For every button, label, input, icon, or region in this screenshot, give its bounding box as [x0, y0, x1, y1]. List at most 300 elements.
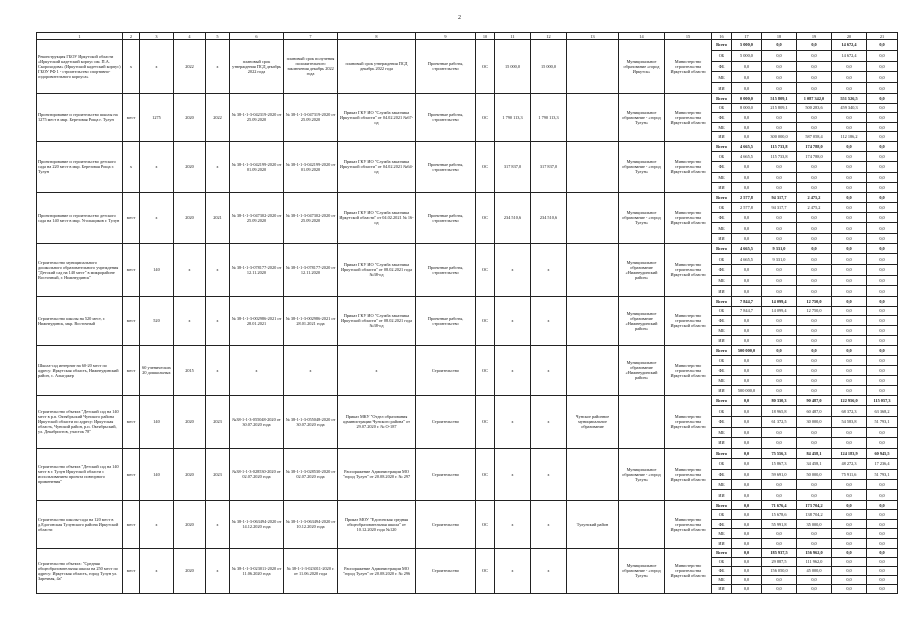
work-type-cell: Проектные работы, строительство: [416, 192, 476, 243]
amount-cell: 0,0: [867, 122, 898, 132]
municipality-cell: Муниципальное образование «Нижнеудинский район»: [619, 345, 665, 395]
municipality-cell: [567, 243, 619, 296]
amount-cell: 0,0: [762, 345, 797, 355]
breakdown-label: Всего: [712, 192, 732, 202]
municipality-cell: Муниципальное образование - «город Тулун»: [619, 93, 665, 141]
start-year-cell: х: [174, 243, 206, 296]
amount-cell: 0,0: [832, 438, 867, 449]
breakdown-label: ИИ: [712, 83, 732, 94]
amount-cell: 0,0: [867, 539, 898, 549]
amount-cell: 4 665,5: [732, 152, 762, 162]
breakdown-label: ФБ: [712, 416, 732, 427]
amount-cell: 0,0: [732, 375, 762, 385]
funding-source-cell: ОС: [476, 548, 495, 593]
amount-cell: 0,0: [797, 213, 832, 223]
ministry-cell: Министерство строительства Иркутской области: [665, 296, 712, 345]
amount-cell: 0,0: [867, 510, 898, 520]
amount-cell: 0,0: [867, 254, 898, 265]
project-name: Школа-сад интернат на 60-20 мест по адресу: Иркутская область, Нижнеудинский район, с. Алыгджер: [37, 345, 123, 395]
breakdown-label: ФБ: [712, 213, 732, 223]
amount-cell: 0,0: [762, 365, 797, 375]
table-row: [37, 141, 898, 151]
estimate-cell: 234 510,6: [531, 192, 567, 243]
amount-cell: 0,0: [867, 203, 898, 213]
amount-cell: 0,0: [732, 519, 762, 529]
municipality-cell: [619, 500, 665, 548]
amount-cell: 51 793,1: [867, 416, 898, 427]
amount-cell: 0,0: [832, 122, 867, 132]
municipality-cell: Тулунский район: [567, 500, 619, 548]
ministry-cell: Министерство строительства Иркутской области: [665, 141, 712, 192]
amount-cell: 0,0: [762, 275, 797, 286]
amount-cell: 0,0: [832, 306, 867, 316]
start-year-cell: 2020: [174, 448, 206, 500]
expertise-doc-cell: № 38-1-1-3-047302-2020 от 25.09.2020: [230, 192, 284, 243]
end-year-cell: х: [206, 345, 230, 395]
breakdown-label: ИИ: [712, 490, 732, 500]
amount-cell: 0,0: [797, 265, 832, 276]
column-number: 14: [619, 33, 665, 40]
cost-cell: х: [495, 548, 531, 593]
column-number: 7: [284, 33, 338, 40]
breakdown-label: ФБ: [712, 365, 732, 375]
amount-cell: 0,0: [832, 529, 867, 539]
approval-doc-cell: Приказ ГКУ ИО "Служба заказчика Иркутской области" от 08.02.2021 года №38-од: [338, 296, 416, 345]
breakdown-label: МБ: [712, 223, 732, 233]
project-name: Строительство объекта "Детский сад на 140 мест в г. Тулун Иркутской области с использованием проекта повторного применения": [37, 448, 123, 500]
municipality-cell: [619, 395, 665, 448]
approval-doc-cell: Распоряжение Администрации МО "город Тулун" от 20.08.2020 г. № 297: [338, 448, 416, 500]
amount-cell: 0,0: [867, 306, 898, 316]
amount-cell: 8 000,0: [732, 103, 762, 113]
column-number: 16: [712, 33, 732, 40]
amount-cell: 94 317,7: [762, 203, 797, 213]
amount-cell: 0,0: [867, 40, 898, 51]
unit-cell: мест: [123, 345, 140, 395]
column-number: 1: [37, 33, 123, 40]
amount-cell: 60 487,0: [797, 406, 832, 417]
end-year-cell: х: [206, 40, 230, 94]
breakdown-label: МБ: [712, 575, 732, 584]
amount-cell: 0,0: [762, 375, 797, 385]
municipality-cell: [567, 40, 619, 94]
table-row: [37, 192, 898, 202]
breakdown-label: МБ: [712, 72, 732, 83]
breakdown-label: ОБ: [712, 355, 732, 365]
conclusion-doc-cell: № 38-1-1-3-055048-2020 от 30.07.2020 года: [284, 395, 338, 448]
amount-cell: 0,0: [867, 162, 898, 172]
amount-cell: 0,0: [732, 416, 762, 427]
amount-cell: 156 050,0: [762, 566, 797, 575]
cost-cell: х: [495, 345, 531, 395]
amount-cell: 0,0: [762, 172, 797, 182]
amount-cell: 0,0: [797, 375, 832, 385]
breakdown-label: Всего: [712, 141, 732, 151]
unit-cell: мест: [123, 296, 140, 345]
amount-cell: 0,0: [797, 575, 832, 584]
cost-cell: 15 000,0: [495, 40, 531, 94]
amount-cell: 0,0: [797, 254, 832, 265]
end-year-cell: 2023: [206, 395, 230, 448]
amount-cell: 0,0: [832, 192, 867, 202]
column-number: 2: [123, 33, 140, 40]
amount-cell: 0,0: [797, 223, 832, 233]
estimate-cell: 1 790 113,3: [531, 93, 567, 141]
approval-doc-cell: плановый срок утверждения ПСД декабрь 2022 года: [338, 40, 416, 94]
table-row: [37, 448, 898, 458]
amount-cell: 0,0: [832, 557, 867, 566]
amount-cell: 0,0: [832, 162, 867, 172]
expertise-doc-cell: № 38-1-1-3-002986-2021 от 28.01.2021: [230, 296, 284, 345]
municipality-cell: Чунское районное муниципальное образование: [567, 395, 619, 448]
amount-cell: 0,0: [867, 113, 898, 123]
conclusion-doc-cell: № 38-1-1-3-078177-2020 от 12.11.2020: [284, 243, 338, 296]
amount-cell: 54 583,8: [832, 416, 867, 427]
municipality-cell: Муниципальное образование «Нижнеудинский район»: [619, 243, 665, 296]
approval-doc-cell: Приказ МКУ "Отдел образования администрации Чунского района" от 29.07.2020 г. № О-187: [338, 395, 416, 448]
breakdown-label: Всего: [712, 345, 732, 355]
amount-cell: 15 867,3: [762, 459, 797, 469]
capacity-cell: 140: [140, 395, 174, 448]
cost-cell: 234 510,6: [495, 192, 531, 243]
funding-source-cell: ОС: [476, 448, 495, 500]
amount-cell: 0,0: [832, 72, 867, 83]
amount-cell: 50 000,0: [797, 469, 832, 479]
end-year-cell: х: [206, 500, 230, 548]
amount-cell: 112 186,2: [832, 132, 867, 142]
amount-cell: 0,0: [832, 375, 867, 385]
estimate-cell: х: [531, 500, 567, 548]
amount-cell: 0,0: [832, 500, 867, 510]
amount-cell: 0,0: [867, 233, 898, 243]
column-number: 18: [762, 33, 797, 40]
amount-cell: 0,0: [867, 345, 898, 355]
breakdown-label: Всего: [712, 448, 732, 458]
amount-cell: 90 487,0: [797, 395, 832, 406]
start-year-cell: 2020: [174, 93, 206, 141]
amount-cell: 0,0: [867, 519, 898, 529]
approval-doc-cell: Приказ ГКУ ИО "Служба заказчика Иркутской области" от 04.02.2021 № 16-од: [338, 192, 416, 243]
amount-cell: 0,0: [832, 182, 867, 192]
conclusion-doc-cell: № 38-1-1-3-063494-2020 от 10.12.2020 года: [284, 500, 338, 548]
amount-cell: 15 678,6: [762, 510, 797, 520]
funding-source-cell: ОС: [476, 141, 495, 192]
amount-cell: 0,0: [732, 326, 762, 336]
breakdown-label: ИИ: [712, 584, 732, 593]
amount-cell: 0,0: [732, 575, 762, 584]
amount-cell: 0,0: [867, 296, 898, 306]
amount-cell: 0,0: [732, 427, 762, 438]
end-year-cell: 2023: [206, 448, 230, 500]
amount-cell: 0,0: [867, 548, 898, 557]
breakdown-label: ИИ: [712, 335, 732, 345]
amount-cell: 0,0: [797, 50, 832, 61]
work-type-cell: Проектные работы, строительство: [416, 40, 476, 94]
amount-cell: 0,0: [867, 335, 898, 345]
amount-cell: 300 000,0: [762, 132, 797, 142]
breakdown-label: ОБ: [712, 50, 732, 61]
amount-cell: 0,0: [832, 548, 867, 557]
capacity-cell: х: [140, 40, 174, 94]
amount-cell: 0,0: [867, 326, 898, 336]
amount-cell: 0,0: [832, 213, 867, 223]
amount-cell: 18 965,8: [762, 406, 797, 417]
project-name: Строительство муниципального дошкольного образовательного учреждения "Детский сад на 140 мест" в микрорайоне Восточный, г. Нижнеудинск": [37, 243, 123, 296]
amount-cell: 4 665,5: [732, 141, 762, 151]
amount-cell: 0,0: [832, 113, 867, 123]
municipality-cell: Муниципальное образование - «город Тулун»: [619, 141, 665, 192]
unit-cell: мест: [123, 192, 140, 243]
amount-cell: 0,0: [832, 355, 867, 365]
amount-cell: 17 236,4: [867, 459, 898, 469]
breakdown-label: ФБ: [712, 469, 732, 479]
breakdown-label: МБ: [712, 375, 732, 385]
approval-doc-cell: х: [338, 345, 416, 395]
amount-cell: 115 057,3: [867, 395, 898, 406]
end-year-cell: 2021: [206, 192, 230, 243]
work-type-cell: Строительство: [416, 395, 476, 448]
amount-cell: 68 372,3: [832, 406, 867, 417]
capacity-cell: х: [140, 192, 174, 243]
amount-cell: 0,0: [867, 243, 898, 254]
column-number: 20: [832, 33, 867, 40]
breakdown-label: ФБ: [712, 316, 732, 326]
amount-cell: 0,0: [832, 326, 867, 336]
amount-cell: 0,0: [732, 529, 762, 539]
municipality-cell: Муниципальное образование - «город Тулун»: [619, 192, 665, 243]
amount-cell: 0,0: [762, 233, 797, 243]
amount-cell: 0,0: [732, 286, 762, 297]
start-year-cell: х: [174, 296, 206, 345]
approval-doc-cell: Распоряжение Администрации МО "город Тулун" от 20.08.2020 г. № 296: [338, 548, 416, 593]
capacity-cell: 520: [140, 296, 174, 345]
amount-cell: 0,0: [762, 575, 797, 584]
end-year-cell: х: [206, 296, 230, 345]
breakdown-label: МБ: [712, 172, 732, 182]
amount-cell: 459 340,3: [832, 103, 867, 113]
amount-cell: 0,0: [732, 83, 762, 94]
breakdown-label: ИИ: [712, 438, 732, 449]
estimate-cell: х: [531, 243, 567, 296]
cost-cell: х: [495, 448, 531, 500]
amount-cell: 0,0: [797, 427, 832, 438]
investment-projects-table: [36, 32, 898, 594]
amount-cell: 14 672,4: [832, 40, 867, 51]
amount-cell: 0,0: [797, 345, 832, 355]
cost-cell: х: [495, 243, 531, 296]
amount-cell: 0,0: [867, 427, 898, 438]
column-number: 12: [531, 33, 567, 40]
estimate-cell: х: [531, 296, 567, 345]
expertise-doc-cell: № 38-1-1-3-023011-2020 от 11.06.2020 года: [230, 548, 284, 593]
amount-cell: 0,0: [797, 479, 832, 489]
amount-cell: 0,0: [732, 265, 762, 276]
breakdown-label: ФБ: [712, 519, 732, 529]
breakdown-label: Всего: [712, 500, 732, 510]
municipality-cell: Муниципальное образование «Нижнеудинский район»: [619, 296, 665, 345]
amount-cell: 0,0: [797, 286, 832, 297]
amount-cell: 0,0: [867, 223, 898, 233]
amount-cell: 0,0: [867, 557, 898, 566]
column-number: 15: [665, 33, 712, 40]
amount-cell: 0,0: [797, 365, 832, 375]
cost-cell: 1 790 113,3: [495, 93, 531, 141]
estimate-cell: х: [531, 448, 567, 500]
amount-cell: 0,0: [832, 385, 867, 395]
table-row: [37, 296, 898, 306]
breakdown-label: ОБ: [712, 306, 732, 316]
end-year-cell: х: [206, 548, 230, 593]
breakdown-label: ИИ: [712, 539, 732, 549]
breakdown-label: Всего: [712, 243, 732, 254]
amount-cell: 0,0: [732, 122, 762, 132]
table-row: [37, 500, 898, 510]
capacity-cell: х: [140, 500, 174, 548]
breakdown-label: ФБ: [712, 61, 732, 72]
amount-cell: 0,0: [832, 296, 867, 306]
estimate-cell: х: [531, 548, 567, 593]
amount-cell: 75 911,6: [832, 469, 867, 479]
amount-cell: 0,0: [797, 539, 832, 549]
ministry-cell: Министерство строительства Иркутской области: [665, 192, 712, 243]
start-year-cell: 2020: [174, 548, 206, 593]
amount-cell: 0,0: [732, 72, 762, 83]
amount-cell: 0,0: [732, 510, 762, 520]
amount-cell: 34 458,1: [797, 459, 832, 469]
amount-cell: 80 330,3: [762, 395, 797, 406]
amount-cell: 0,0: [797, 438, 832, 449]
breakdown-label: ОБ: [712, 510, 732, 520]
conclusion-doc-cell: № 38-1-1-3-028530-2020 от 02.07.2020 года: [284, 448, 338, 500]
amount-cell: 7 844,7: [732, 296, 762, 306]
amount-cell: 2 577,8: [732, 203, 762, 213]
amount-cell: 173 704,2: [797, 500, 832, 510]
breakdown-label: ОБ: [712, 254, 732, 265]
conclusion-doc-cell: х: [284, 345, 338, 395]
column-number: 5: [206, 33, 230, 40]
ministry-cell: Министерство строительства Иркутской области: [665, 395, 712, 448]
amount-cell: 0,0: [732, 223, 762, 233]
amount-cell: 0,0: [832, 575, 867, 584]
amount-cell: 0,0: [832, 490, 867, 500]
capacity-cell: х: [140, 141, 174, 192]
breakdown-label: МБ: [712, 326, 732, 336]
breakdown-label: ОБ: [712, 152, 732, 162]
amount-cell: 0,0: [867, 141, 898, 151]
work-type-cell: Строительство: [416, 500, 476, 548]
amount-cell: 29 887,5: [762, 557, 797, 566]
unit-cell: мест: [123, 395, 140, 448]
amount-cell: 0,0: [867, 355, 898, 365]
amount-cell: 0,0: [797, 182, 832, 192]
table-row: [37, 548, 898, 557]
amount-cell: 0,0: [732, 275, 762, 286]
municipality-cell: Муниципальное образование «город Иркутск»: [619, 40, 665, 94]
amount-cell: 0,0: [797, 529, 832, 539]
amount-cell: 0,0: [832, 365, 867, 375]
amount-cell: 0,0: [867, 275, 898, 286]
start-year-cell: 2020: [174, 500, 206, 548]
amount-cell: 0,0: [832, 203, 867, 213]
amount-cell: 0,0: [732, 233, 762, 243]
amount-cell: 0,0: [832, 265, 867, 276]
amount-cell: 59 691,0: [762, 469, 797, 479]
amount-cell: 0,0: [867, 575, 898, 584]
amount-cell: 0,0: [797, 243, 832, 254]
amount-cell: 0,0: [867, 286, 898, 297]
breakdown-label: ФБ: [712, 113, 732, 123]
amount-cell: 0,0: [732, 162, 762, 172]
amount-cell: 0,0: [832, 584, 867, 593]
cost-cell: х: [495, 296, 531, 345]
amount-cell: 30 000,0: [797, 416, 832, 427]
funding-source-cell: ОС: [476, 345, 495, 395]
funding-source-cell: ОС: [476, 40, 495, 94]
amount-cell: 0,0: [832, 335, 867, 345]
capacity-cell: 60 ученических 20 дошкольных: [140, 345, 174, 395]
amount-cell: 0,0: [832, 61, 867, 72]
breakdown-label: МБ: [712, 122, 732, 132]
amount-cell: 0,0: [832, 539, 867, 549]
amount-cell: 4 665,5: [732, 254, 762, 265]
column-number: 10: [476, 33, 495, 40]
amount-cell: 0,0: [762, 72, 797, 83]
conclusion-doc-cell: № 38-1-1-3-023011-2020 г. от 11.06.2020 года: [284, 548, 338, 593]
amount-cell: 0,0: [867, 103, 898, 113]
amount-cell: 0,0: [832, 223, 867, 233]
breakdown-label: Всего: [712, 40, 732, 51]
table-row: [37, 243, 898, 254]
amount-cell: 0,0: [867, 83, 898, 94]
start-year-cell: 2020: [174, 141, 206, 192]
amount-cell: 4 665,5: [732, 243, 762, 254]
amount-cell: 0,0: [762, 182, 797, 192]
amount-cell: 115 733,8: [762, 141, 797, 151]
column-number: 4: [174, 33, 206, 40]
project-name: Строительство школы-сада на 120 мест в д.Едогонская Тулунского района Иркутской области: [37, 500, 123, 548]
cost-cell: х: [495, 395, 531, 448]
amount-cell: 0,0: [867, 490, 898, 500]
amount-cell: 0,0: [797, 162, 832, 172]
amount-cell: 14 099,4: [762, 296, 797, 306]
funding-source-cell: ОС: [476, 395, 495, 448]
amount-cell: 0,0: [832, 243, 867, 254]
table-row: [37, 93, 898, 103]
cost-cell: х: [495, 500, 531, 548]
amount-cell: 0,0: [732, 557, 762, 566]
amount-cell: 0,0: [732, 113, 762, 123]
amount-cell: 0,0: [732, 365, 762, 375]
amount-cell: 0,0: [867, 500, 898, 510]
amount-cell: 0,0: [762, 83, 797, 94]
amount-cell: 0,0: [732, 172, 762, 182]
work-type-cell: Строительство: [416, 345, 476, 395]
unit-cell: мест: [123, 448, 140, 500]
amount-cell: 0,0: [762, 479, 797, 489]
municipality-cell: [567, 345, 619, 395]
amount-cell: 0,0: [762, 529, 797, 539]
amount-cell: 0,0: [867, 566, 898, 575]
amount-cell: 0,0: [797, 72, 832, 83]
municipality-cell: Муниципальное образование - «город Тулун»: [619, 448, 665, 500]
ministry-cell: Министерство строительства Иркутской области: [665, 345, 712, 395]
conclusion-doc-cell: № 38-1-1-3-047319-2020 от 25.09.2020: [284, 93, 338, 141]
amount-cell: 94 317,7: [762, 192, 797, 202]
amount-cell: 174 788,0: [797, 152, 832, 162]
breakdown-label: ОБ: [712, 406, 732, 417]
amount-cell: 71 676,4: [762, 500, 797, 510]
breakdown-label: Всего: [712, 93, 732, 103]
